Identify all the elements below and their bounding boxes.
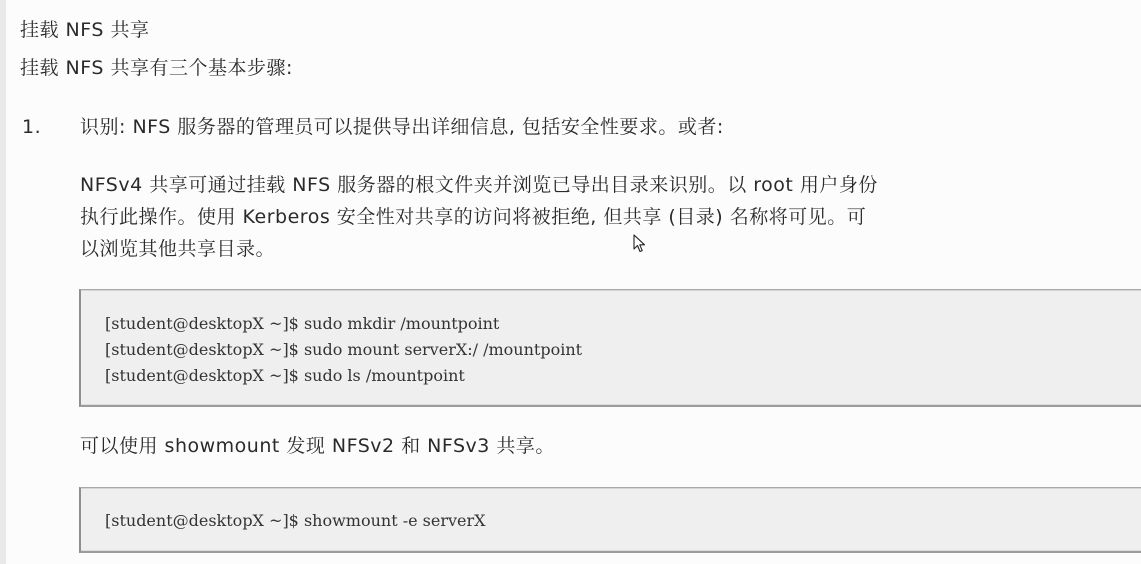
step-number: 1. bbox=[22, 116, 42, 138]
section-title: 挂载 NFS 共享 bbox=[20, 19, 150, 41]
code-line: [student@desktopX ~]$ sudo mkdir /mountpoint bbox=[105, 314, 500, 333]
mouse-pointer-icon bbox=[633, 234, 647, 254]
step-text: 识别: NFS 服务器的管理员可以提供导出详细信息, 包括安全性要求。或者: bbox=[80, 116, 724, 138]
code-block-mount bbox=[79, 289, 1141, 407]
page-left-edge bbox=[0, 0, 6, 564]
code-line: [student@desktopX ~]$ sudo ls /mountpoint bbox=[105, 366, 465, 385]
code-line: [student@desktopX ~]$ sudo mount serverX:/ /mountpoint bbox=[105, 340, 583, 359]
paragraph-line: 以浏览其他共享目录。 bbox=[80, 238, 276, 260]
code-block-showmount bbox=[79, 487, 1141, 553]
section-intro: 挂载 NFS 共享有三个基本步骤: bbox=[20, 57, 293, 79]
showmount-paragraph: 可以使用 showmount 发现 NFSv2 和 NFSv3 共享。 bbox=[80, 435, 555, 457]
paragraph-line: 执行此操作。使用 Kerberos 安全性对共享的访问将被拒绝, 但共享 (目录) 名称将可见。可 bbox=[80, 206, 867, 228]
code-line: [student@desktopX ~]$ showmount -e serverX bbox=[105, 511, 486, 530]
paragraph-line: NFSv4 共享可通过挂载 NFS 服务器的根文件夹并浏览已导出目录来识别。以 root 用户身份 bbox=[80, 174, 878, 196]
